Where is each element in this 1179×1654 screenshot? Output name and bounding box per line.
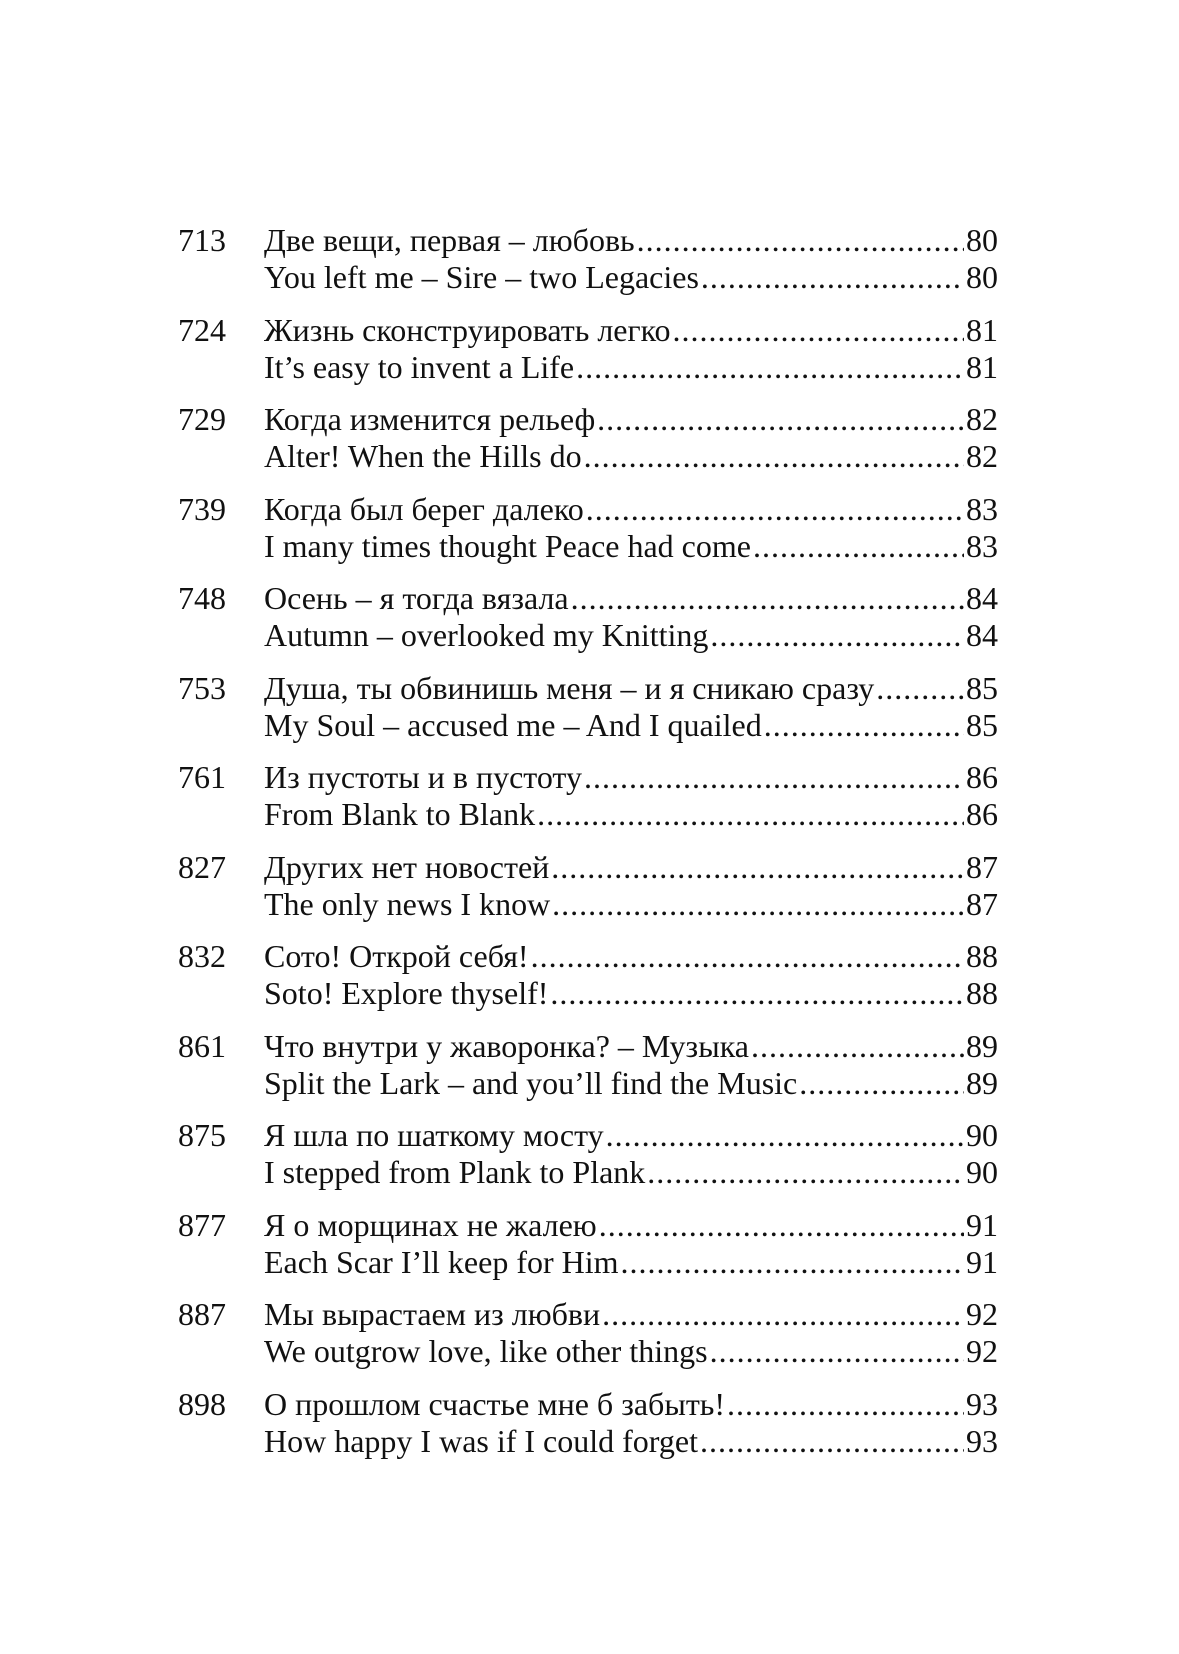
toc-line-russian[interactable] [264, 491, 998, 528]
toc-line-english[interactable] [264, 975, 998, 1012]
page-number: 92 [966, 1333, 998, 1369]
toc-line-russian[interactable] [264, 401, 998, 438]
toc-entry [178, 222, 998, 312]
dot-leader [531, 938, 964, 975]
toc-entry [178, 1386, 998, 1476]
english-title: It’s easy to invent a Life [264, 348, 575, 385]
toc-line-russian[interactable] [264, 670, 998, 707]
toc-line-russian[interactable] [264, 1207, 998, 1244]
dot-leader [550, 975, 964, 1012]
english-title: I many times thought Peace had come [264, 527, 751, 564]
page-number: 93 [966, 1385, 998, 1422]
table-of-contents [178, 222, 998, 1475]
page-number: 85 [966, 669, 998, 706]
dot-leader [552, 886, 964, 923]
toc-entry [178, 938, 998, 1028]
page-number: 87 [966, 885, 998, 922]
toc-entry [178, 312, 998, 402]
toc-entry [178, 580, 998, 670]
poem-number: 761 [178, 759, 226, 795]
page-number: 83 [966, 527, 998, 564]
dot-leader [576, 349, 964, 386]
russian-title: Две вещи, первая – любовь [264, 222, 635, 258]
page-number: 88 [966, 975, 998, 1011]
page-number: 82 [966, 438, 998, 474]
poem-number: 861 [178, 1027, 226, 1064]
page-number: 85 [966, 706, 998, 743]
page-number: 80 [966, 222, 998, 258]
russian-title: Из пустоты и в пустоту [264, 759, 582, 795]
page-number: 82 [966, 401, 998, 437]
toc-entry [178, 849, 998, 939]
toc-entry [178, 670, 998, 760]
page-number: 83 [966, 490, 998, 527]
toc-line-english[interactable] [264, 1154, 998, 1191]
toc-entry [178, 401, 998, 491]
russian-title: Я о морщинах не жалею [264, 1206, 597, 1243]
dot-leader [764, 707, 964, 744]
page-number: 89 [966, 1027, 998, 1064]
toc-entry [178, 1117, 998, 1207]
toc-entry [178, 1207, 998, 1297]
page-number: 84 [966, 580, 998, 616]
dot-leader [710, 1333, 964, 1370]
dot-leader [599, 1207, 964, 1244]
dot-leader [701, 259, 964, 296]
english-title: My Soul – accused me – And I quailed [264, 706, 762, 743]
page-number: 80 [966, 259, 998, 295]
poem-number: 748 [178, 580, 226, 616]
toc-entry [178, 1028, 998, 1118]
russian-title: Когда изменится рельеф [264, 401, 596, 437]
dot-leader [647, 1154, 964, 1191]
page-number: 90 [966, 1117, 998, 1153]
dot-leader [753, 528, 964, 565]
russian-title: Душа, ты обвинишь меня – и я сникаю сразу [264, 669, 875, 706]
poem-number: 877 [178, 1206, 226, 1243]
poem-number: 739 [178, 490, 226, 527]
english-title: Alter! When the Hills do [264, 438, 582, 474]
english-title: Split the Lark – and you’ll find the Music [264, 1064, 798, 1101]
dot-leader [606, 1117, 964, 1154]
page-number: 81 [966, 311, 998, 348]
toc-line-english[interactable] [264, 528, 998, 565]
dot-leader [537, 796, 964, 833]
dot-leader [597, 401, 964, 438]
toc-line-english[interactable] [264, 1244, 998, 1281]
dot-leader [700, 1423, 964, 1460]
toc-line-russian[interactable] [264, 849, 998, 886]
english-title: I stepped from Plank to Plank [264, 1154, 646, 1190]
page-number: 92 [966, 1296, 998, 1332]
dot-leader [551, 849, 964, 886]
dot-leader [584, 759, 964, 796]
toc-line-russian[interactable] [264, 222, 998, 259]
toc-line-english[interactable] [264, 1333, 998, 1370]
toc-entry [178, 1296, 998, 1386]
toc-line-russian[interactable] [264, 938, 998, 975]
toc-line-russian[interactable] [264, 1117, 998, 1154]
dot-leader [673, 312, 964, 349]
page-number: 84 [966, 617, 998, 653]
toc-line-russian[interactable] [264, 1028, 998, 1065]
dot-leader [727, 1386, 964, 1423]
page-number: 87 [966, 848, 998, 885]
toc-line-english[interactable] [264, 886, 998, 923]
toc-entry [178, 759, 998, 849]
russian-title: Жизнь сконструировать легко [264, 311, 671, 348]
poem-number: 875 [178, 1117, 226, 1153]
toc-line-english[interactable] [264, 1423, 998, 1460]
toc-line-russian[interactable] [264, 1296, 998, 1333]
toc-line-english[interactable] [264, 707, 998, 744]
russian-title: Когда был берег далеко [264, 490, 584, 527]
poem-number: 724 [178, 311, 226, 348]
page-number: 86 [966, 796, 998, 832]
russian-title: Что внутри у жаворонка? – Музыка [264, 1027, 749, 1064]
dot-leader [799, 1065, 964, 1102]
toc-line-english[interactable] [264, 617, 998, 654]
poem-number: 887 [178, 1296, 226, 1332]
english-title: How happy I was if I could forget [264, 1422, 698, 1459]
page-number: 91 [966, 1206, 998, 1243]
poem-number: 753 [178, 669, 226, 706]
dot-leader [637, 222, 964, 259]
dot-leader [621, 1244, 964, 1281]
english-title: From Blank to Blank [264, 796, 536, 832]
toc-line-english[interactable] [264, 259, 998, 296]
page-number: 93 [966, 1422, 998, 1459]
page-number: 86 [966, 759, 998, 795]
english-title: The only news I know [264, 885, 551, 922]
toc-line-russian[interactable] [264, 312, 998, 349]
russian-title: О прошлом счастье мне б забыть! [264, 1385, 726, 1422]
english-title: Each Scar I’ll keep for Him [264, 1243, 619, 1280]
poem-number: 827 [178, 848, 226, 885]
page-number: 89 [966, 1064, 998, 1101]
toc-line-english[interactable] [264, 796, 998, 833]
poem-number: 898 [178, 1385, 226, 1422]
page-number: 81 [966, 348, 998, 385]
toc-line-russian[interactable] [264, 759, 998, 796]
russian-title: Осень – я тогда вязала [264, 580, 569, 616]
russian-title: Сото! Открой себя! [264, 938, 529, 974]
dot-leader [586, 491, 964, 528]
toc-line-russian[interactable] [264, 1386, 998, 1423]
page-number: 91 [966, 1243, 998, 1280]
english-title: You left me – Sire – two Legacies [264, 259, 699, 295]
english-title: We outgrow love, like other things [264, 1333, 708, 1369]
poem-number: 729 [178, 401, 226, 437]
dot-leader [602, 1296, 964, 1333]
english-title: Soto! Explore thyself! [264, 975, 549, 1011]
dot-leader [584, 438, 964, 475]
dot-leader [751, 1028, 964, 1065]
dot-leader [571, 580, 964, 617]
toc-line-russian[interactable] [264, 580, 998, 617]
russian-title: Я шла по шаткому мосту [264, 1117, 604, 1153]
english-title: Autumn – overlooked my Knitting [264, 617, 709, 653]
toc-line-english[interactable] [264, 1065, 998, 1102]
page-number: 90 [966, 1154, 998, 1190]
russian-title: Других нет новостей [264, 848, 550, 885]
toc-line-english[interactable] [264, 349, 998, 386]
dot-leader [710, 617, 964, 654]
poem-number: 832 [178, 938, 226, 974]
russian-title: Мы вырастаем из любви [264, 1296, 601, 1332]
dot-leader [876, 670, 964, 707]
page-number: 88 [966, 938, 998, 974]
toc-line-english[interactable] [264, 438, 998, 475]
poem-number: 713 [178, 222, 226, 258]
toc-entry [178, 491, 998, 581]
